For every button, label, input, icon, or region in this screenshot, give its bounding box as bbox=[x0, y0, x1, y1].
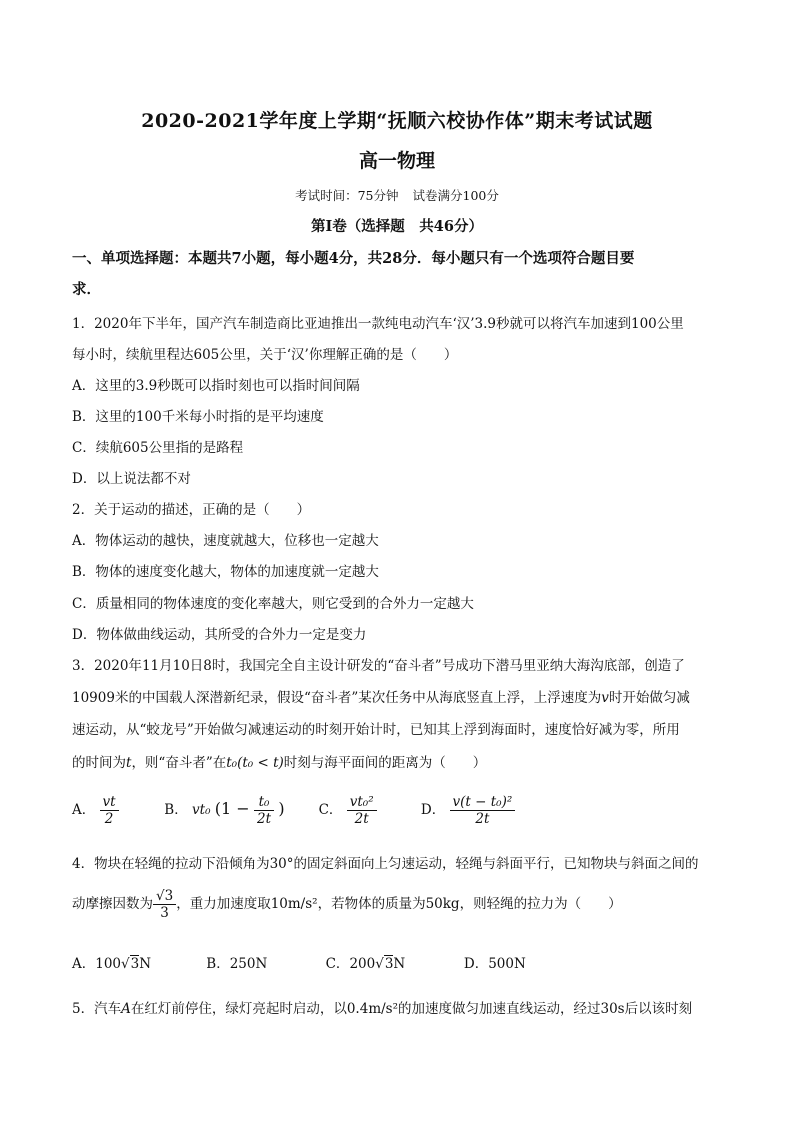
q3-line4-text-a: 的时间为 bbox=[72, 755, 126, 771]
q4-a-unit: N bbox=[139, 956, 152, 972]
q3-line4-text-c: 时刻与海平面间的距离为（ ） bbox=[283, 755, 487, 771]
q5-var-a: A bbox=[121, 1001, 131, 1017]
q4-mu-fraction bbox=[153, 888, 176, 921]
q3-b-label: B． bbox=[164, 802, 188, 818]
exam-info bbox=[0, 186, 794, 204]
q4-c-radicand: 3 bbox=[384, 956, 394, 972]
q3-stem-line3: 速运动，从“蛟龙号”开始做匀减速运动的时刻开始计时，已知其上浮到海面时，速度恰好减为零，所用 bbox=[72, 722, 680, 738]
q4-c-value: 200 bbox=[349, 956, 376, 972]
q3-line2-text-b: 时开始做匀减 bbox=[608, 690, 690, 706]
q3-b-prefix: vt₀ bbox=[192, 802, 211, 818]
q4-option-c: C．200√3N bbox=[326, 952, 460, 972]
q4-a-radicand: 3 bbox=[130, 956, 140, 972]
q4-a-value: 100 bbox=[95, 956, 122, 972]
q3-option-c bbox=[319, 794, 417, 827]
q3-b-fraction bbox=[254, 794, 274, 827]
q4-stem-line2 bbox=[72, 888, 622, 921]
q3-c-numerator: vt₀² bbox=[347, 794, 377, 811]
q4-option-d: D．500N bbox=[463, 956, 526, 972]
q3-a-fraction bbox=[100, 794, 119, 827]
q1-stem-line2: 每小时，续航里程达605公里，关于‘汉’你理解正确的是（ ） bbox=[72, 347, 458, 363]
q4-mu-numerator: √3 bbox=[153, 888, 176, 905]
q2-stem: 2．关于运动的描述，正确的是（ ） bbox=[72, 502, 311, 518]
q3-line2-text-a: 10909米的中国载人深潜新纪录，假设“奋斗者”某次任务中从海底竖直上浮，上浮速度为 bbox=[72, 690, 602, 706]
q3-option-a bbox=[72, 794, 160, 827]
q5-text-a: 5．汽车 bbox=[72, 1001, 122, 1017]
q1-option-c: C．续航605公里指的是路程 bbox=[72, 440, 244, 456]
q1-stem-line1: 1．2020年下半年，国产汽车制造商比亚迪推出一款纯电动汽车‘汉’3.9秒就可以将汽车加速到100公里 bbox=[72, 316, 684, 332]
q1-option-a: A．这里的3.9秒既可以指时刻也可以指时间间隔 bbox=[72, 378, 360, 394]
q5-text-b: 在红灯前停住，绿灯亮起时启动，以0.4m/s²的加速度做匀加速直线运动，经过30s后以该时刻 bbox=[130, 1001, 693, 1017]
q1-option-b: B．这里的100千米每小时指的是平均速度 bbox=[72, 409, 324, 425]
q3-option-b bbox=[164, 794, 314, 827]
q3-var-t: t bbox=[126, 755, 132, 771]
q3-a-label: A． bbox=[72, 802, 96, 818]
q1-option-d: D．以上说法都不对 bbox=[72, 471, 191, 487]
q4-c-label: C． bbox=[325, 956, 350, 972]
full-score: 试卷满分100分 bbox=[412, 188, 499, 203]
q4-line2-text-a: 动摩擦因数为 bbox=[72, 896, 153, 912]
section-heading-line1: 一、单项选择题：本题共7小题，每小题4分，共28分．每小题只有一个选项符合题目要 bbox=[72, 250, 635, 267]
q3-a-denominator: 2 bbox=[104, 811, 114, 827]
q4-option-b: B．250N bbox=[206, 956, 268, 972]
exam-title: 2020-2021学年度上学期“抚顺六校协作体”期末考试试题 bbox=[141, 110, 653, 132]
q4-a-label: A． bbox=[72, 956, 96, 972]
q3-a-numerator: vt bbox=[100, 794, 119, 811]
q4-option-a: A．100√3N bbox=[72, 952, 202, 972]
q3-b-denominator: 2t bbox=[257, 811, 272, 827]
q4-options bbox=[72, 952, 526, 972]
q4-mu-denominator: 3 bbox=[160, 905, 169, 921]
q3-b-paren-right: ) bbox=[278, 799, 285, 818]
q3-time-condition: t₀(t₀ < t) bbox=[226, 755, 284, 771]
q2-option-b: B．物体的速度变化越大，物体的加速度就一定越大 bbox=[72, 564, 379, 580]
q3-c-label: C． bbox=[318, 802, 343, 818]
q3-options bbox=[72, 794, 515, 827]
q3-option-d bbox=[421, 794, 515, 827]
q3-stem-line1: 3．2020年11月10日8时，我国完全自主设计研发的“奋斗者”号成功下潜马里亚纳大海沟底部，创造了 bbox=[72, 658, 685, 674]
subject-title: 高一物理 bbox=[358, 150, 435, 172]
q3-var-v: v bbox=[601, 690, 609, 706]
q3-stem-line2 bbox=[72, 686, 690, 706]
q4-stem-line1: 4．物块在轻绳的拉动下沿倾角为30°的固定斜面向上匀速运动，轻绳与斜面平行，已知物块与斜面之间的 bbox=[72, 856, 699, 872]
q3-c-fraction bbox=[347, 794, 377, 827]
q3-d-denominator: 2t bbox=[475, 811, 490, 827]
q3-b-numerator: t₀ bbox=[254, 794, 274, 811]
q3-stem-line4 bbox=[72, 751, 486, 771]
q4-c-unit: N bbox=[393, 956, 406, 972]
volume-heading: 第Ⅰ卷（选择题 共46分） bbox=[311, 218, 483, 235]
q2-option-a: A．物体运动的越快，速度就越大，位移也一定越大 bbox=[72, 533, 379, 549]
section-heading-line2: 求． bbox=[72, 281, 101, 298]
section-heading bbox=[72, 243, 732, 305]
q3-d-fraction bbox=[450, 794, 516, 827]
q3-d-numerator: v(t − t₀)² bbox=[450, 794, 516, 811]
q5-stem-line1 bbox=[72, 997, 692, 1017]
q4-line2-text-b: ，重力加速度取10m/s²，若物体的质量为50kg，则轻绳的拉力为（ ） bbox=[176, 896, 622, 912]
exam-time: 考试时间：75分钟 bbox=[295, 188, 399, 203]
q3-b-paren-left: (1 − bbox=[214, 799, 250, 818]
q3-c-denominator: 2t bbox=[354, 811, 369, 827]
q2-option-c: C．质量相同的物体速度的变化率越大，则它受到的合外力一定越大 bbox=[72, 596, 474, 612]
q2-option-d: D．物体做曲线运动，其所受的合外力一定是变力 bbox=[72, 627, 367, 643]
q3-line4-text-b: ，则“奋斗者”在 bbox=[131, 755, 227, 771]
q3-d-label: D． bbox=[420, 802, 446, 818]
